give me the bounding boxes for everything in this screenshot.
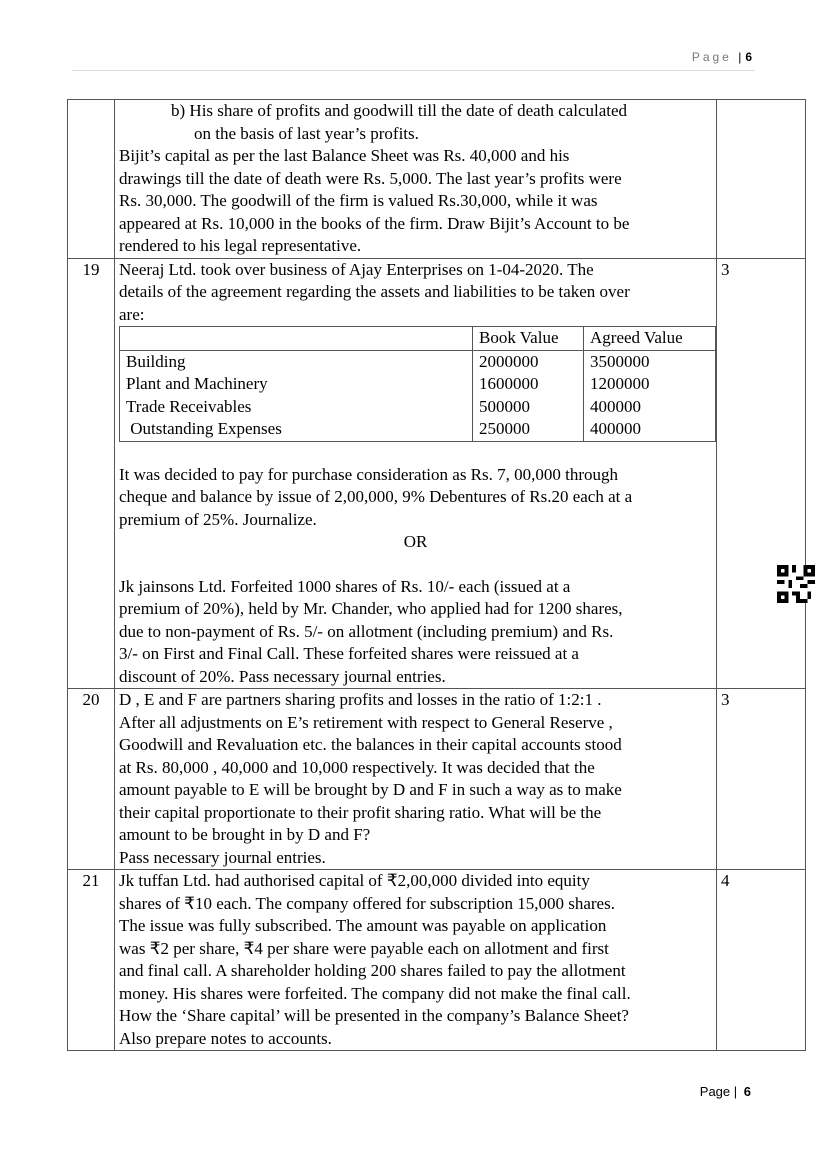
question-number: 19 bbox=[68, 258, 115, 689]
question-marks: 3 bbox=[717, 258, 806, 689]
table-row: Plant and Machinery 1600000 1200000 bbox=[120, 373, 715, 396]
question-21-text: Jk tuffan Ltd. had authorised capital of ₹2,00,000 divided into equity shares of ₹10 each. The company offered for subscription 15,000 shares. The issue was fully subscribed. The amount was payable on application was ₹2 per share, ₹4 per share were payable each on allotment and first and final call. A shareholder holding 200 shares failed to pay the allotment money. His shares were forfeited. The company did not make the final call. How the ‘Share capital’ will be presented in the company’s Balance Sheet? Also prepare notes to accounts. bbox=[115, 870, 717, 1051]
page-number: 6 bbox=[743, 1084, 751, 1099]
questions-table bbox=[67, 99, 806, 1051]
question-row-18 bbox=[68, 100, 806, 259]
page-word: Page bbox=[691, 50, 732, 64]
question-18-text: b) His share of profits and goodwill till the date of death calculated on the basis of last year’s profits. Bijit’s capital as per the last Balance Sheet was Rs. 40,000 and his drawings till the date of death were Rs. 5,000. The last year’s profits were Rs. 30,000. The goodwill of the firm is valued Rs.30,000, while it was appeared at Rs. 10,000 in the books of the firm. Draw Bijit’s Account to be rendered to his legal representative. bbox=[115, 100, 717, 259]
question-number: 21 bbox=[68, 870, 115, 1051]
question-20-text: D , E and F are partners sharing profits and losses in the ratio of 1:2:1 . After all adjustments on E’s retirement with respect to General Reserve , Goodwill and Revaluation etc. the balances in their capital accounts stood at Rs. 80,000 , 40,000 and 10,000 respectively. It was decided that the amount payable to E will be brought by D and F in such a way as to make their capital proportionate to their profit sharing ratio. What will be the amount to be brought in by D and F? Pass necessary journal entries. bbox=[115, 689, 717, 870]
header-rule bbox=[72, 70, 755, 71]
question-19-text: Neeraj Ltd. took over business of Ajay Enterprises on 1-04-2020. The details of the agreement regarding the assets and liabilities to be taken over are: Book Value Agreed Value Building 2000000 3500000 Plant and Machinery 1600000 1200000 Trade Receivables 500000 400000 Outstanding Expenses 250000 400000 It was decided to pay for purchase consideration as Rs. 7, 00,000 through cheque and balance by issue of 2,00,000, 9% Debentures of Rs.20 each at a premium of 25%. Journalize. OR Jk jainsons Ltd. Forfeited 1000 shares of Rs. 10/- each (issued at a premium of 20%), held by Mr. Chander, who applied had for 1200 shares, due to non-payment of Rs. 5/- on allotment (including premium) and Rs. 3/- on First and Final Call. These forfeited shares were reissued at a discount of 20%. Pass necessary journal entries. bbox=[115, 258, 717, 689]
question-row-21 bbox=[68, 870, 806, 1051]
or-label: OR bbox=[403, 532, 428, 551]
question-marks: 4 bbox=[717, 870, 806, 1051]
question-marks: 3 bbox=[717, 689, 806, 870]
col-header-agreed-value: Agreed Value bbox=[584, 327, 716, 350]
question-number: 20 bbox=[68, 689, 115, 870]
col-header-book-value: Book Value bbox=[473, 327, 584, 350]
table-row: Building 2000000 3500000 bbox=[120, 350, 715, 373]
qr-code-icon[interactable] bbox=[777, 565, 815, 603]
page-number: 6 bbox=[745, 50, 752, 64]
question-row-19 bbox=[68, 258, 806, 689]
page-footer: Page | 6 bbox=[699, 1084, 751, 1099]
question-row-20 bbox=[68, 689, 806, 870]
table-row: Outstanding Expenses 250000 400000 bbox=[120, 418, 715, 441]
page-header: Page | 6 bbox=[691, 50, 752, 64]
table-row: Trade Receivables 500000 400000 bbox=[120, 396, 715, 419]
page-word: Page bbox=[699, 1084, 731, 1099]
asset-table bbox=[119, 326, 716, 442]
